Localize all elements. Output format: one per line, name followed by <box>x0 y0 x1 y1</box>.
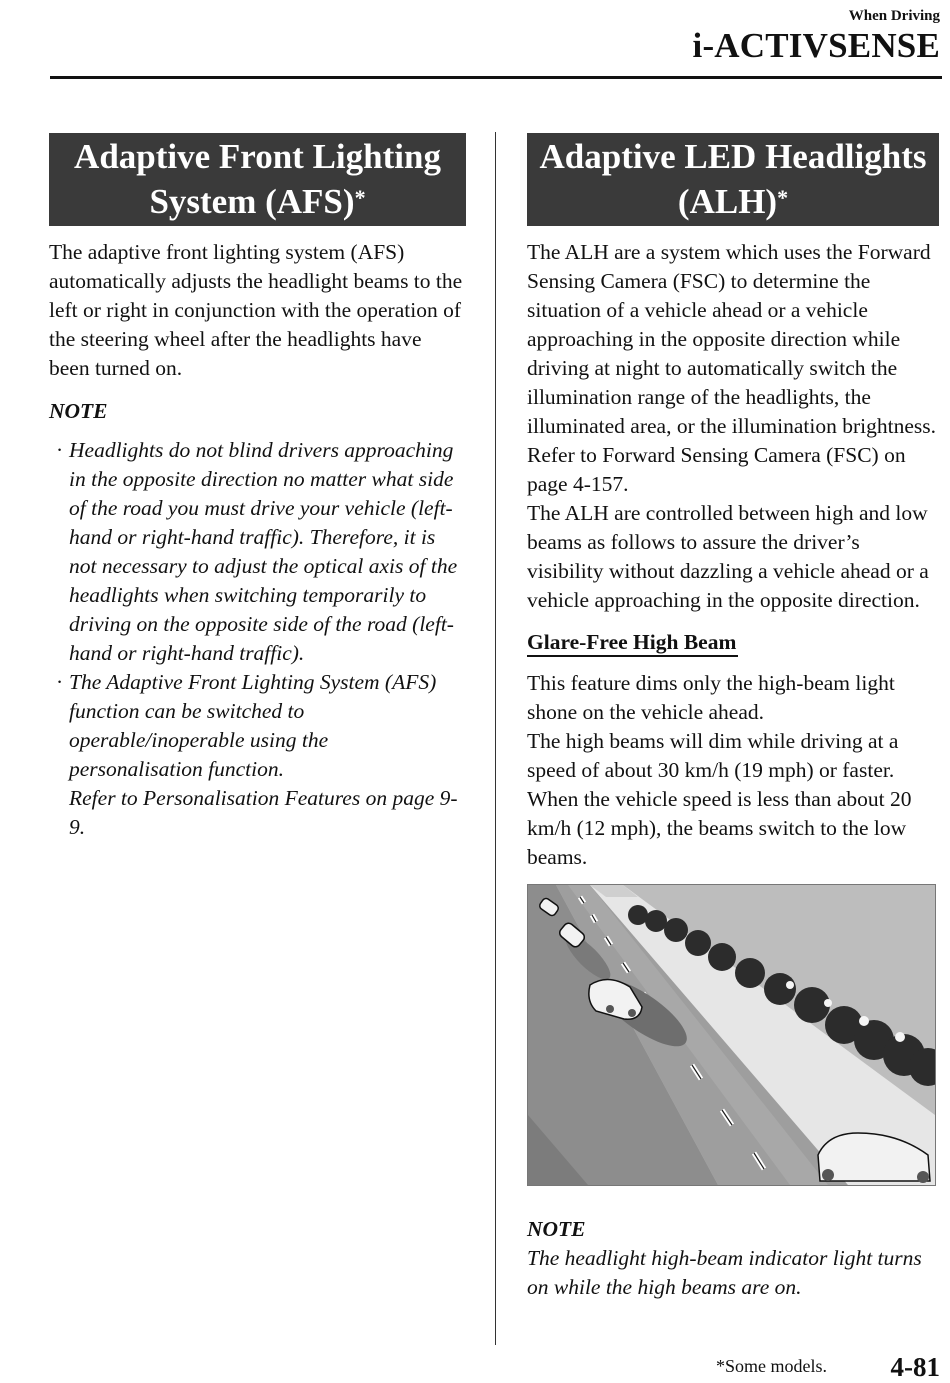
afs-note-label: NOTE <box>49 399 108 423</box>
afs-note-text: Headlights do not blind drivers approaching in the opposite direction no matter what side of the road you must drive your vehicle (left-hand or right-hand traffic). Therefore, it is not necessary to adjust the optical axis of the headlights when switching temporarily to driving on the opposite side of the road (left-hand or right-hand traffic). <box>69 438 458 665</box>
running-header-section: When Driving <box>848 8 940 24</box>
alh-fsc-reference: Refer to Forward Sensing Camera (FSC) on page 4-157. <box>527 443 906 496</box>
page-number: 4-81 <box>890 1352 940 1382</box>
header-rule <box>50 76 942 79</box>
bullet-marker: · <box>56 670 64 694</box>
alh-note-label: NOTE <box>527 1217 586 1241</box>
right-column <box>527 133 939 1302</box>
alh-note-text: The headlight high-beam indicator light turns on while the high beams are on. <box>527 1246 922 1299</box>
afs-heading-line2: System (AFS) <box>149 182 355 221</box>
alh-heading <box>527 133 939 226</box>
afs-note-text: The Adaptive Front Lighting System (AFS) function can be switched to operable/inoperable using the personalisation function. <box>69 670 437 781</box>
afs-heading <box>49 133 466 226</box>
footnote: *Some models. <box>716 1356 827 1376</box>
left-column <box>49 133 466 842</box>
column-divider <box>495 132 496 1345</box>
afs-description: The adaptive front lighting system (AFS) automatically adjusts the headlight beams to the left or right in conjunction with the operation of the steering wheel after the headlights have been turned on. <box>49 240 463 380</box>
alh-description: The ALH are a system which uses the Forward Sensing Camera (FSC) to determine the situation of a vehicle ahead or a vehicle approaching in the opposite direction while driving at night to automatically switch the illumination range of the headlights, the illuminated area, or the illumination brightness. <box>527 240 937 438</box>
afs-note-item <box>49 668 466 842</box>
running-header-title: i-ACTIVSENSE <box>692 26 940 65</box>
glare-free-high-beam-heading: Glare-Free High Beam <box>527 629 738 657</box>
alh-heading-asterisk: * <box>777 185 789 210</box>
bullet-marker: · <box>56 438 64 462</box>
afs-heading-line1: Adaptive Front Lighting <box>74 137 441 176</box>
alh-heading-line2: (ALH) <box>677 182 778 221</box>
glare-free-high-beam-illustration <box>527 884 936 1186</box>
alh-heading-line1: Adaptive LED Headlights <box>539 137 927 176</box>
afs-note-list <box>49 436 466 842</box>
alh-control-description: The ALH are controlled between high and low beams as follows to assure the driver’s visibility without dazzling a vehicle ahead or a vehicle approaching in the opposite direction. <box>527 501 929 612</box>
glare-free-description: This feature dims only the high-beam light shone on the vehicle ahead. <box>527 671 895 724</box>
afs-note-reference: Refer to Personalisation Features on page 9-9. <box>69 786 458 839</box>
glare-free-speed-description: The high beams will dim while driving at a speed of about 30 km/h (19 mph) or faster. When the vehicle speed is less than about 20 km/h (12 mph), the beams switch to the low beams. <box>527 729 912 869</box>
afs-note-item <box>49 436 466 668</box>
afs-heading-asterisk: * <box>354 185 366 210</box>
